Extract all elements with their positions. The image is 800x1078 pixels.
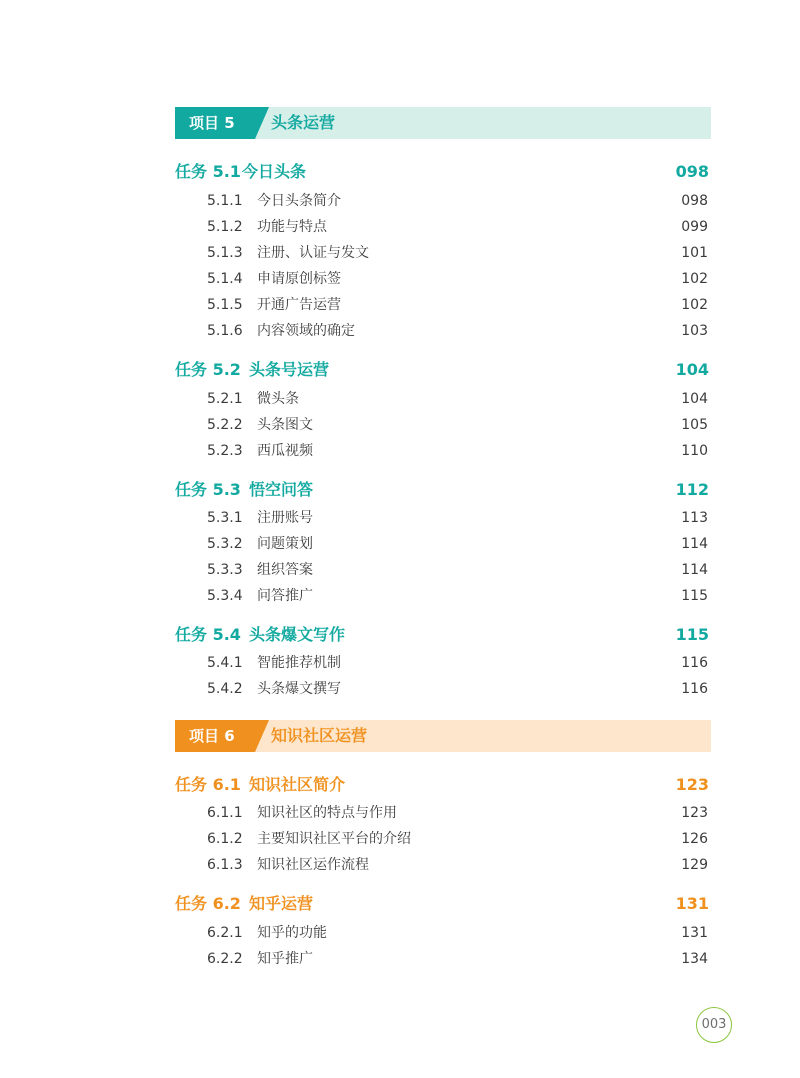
task-6-1-heading[interactable] <box>175 773 711 797</box>
item-page: 110 <box>681 443 708 459</box>
item-title: 功能与特点 <box>257 219 327 235</box>
project-5-title: 头条运营 <box>271 113 336 132</box>
item-page: 129 <box>681 857 708 873</box>
toc-item-5-1-5[interactable] <box>207 294 711 316</box>
item-title: 问答推广 <box>257 588 313 604</box>
item-number: 5.4.1 <box>207 655 243 671</box>
task-title: 头条爆文写作 <box>249 625 346 644</box>
toc-item-6-1-2[interactable] <box>207 828 711 850</box>
item-title: 知识社区的特点与作用 <box>257 805 397 821</box>
task-5-2-heading[interactable] <box>175 358 711 382</box>
item-number: 5.3.3 <box>207 562 243 578</box>
task-page: 115 <box>675 625 709 644</box>
item-page: 116 <box>681 655 708 671</box>
item-title: 申请原创标签 <box>257 271 341 287</box>
task-page: 131 <box>675 894 709 913</box>
item-page: 098 <box>681 193 708 209</box>
item-number: 5.1.6 <box>207 323 243 339</box>
item-page: 102 <box>681 297 708 313</box>
task-title: 知乎运营 <box>249 894 314 913</box>
item-title: 今日头条简介 <box>257 193 341 209</box>
task-number: 任务 5.2 <box>175 360 241 379</box>
item-page: 105 <box>681 417 708 433</box>
item-page: 114 <box>681 536 708 552</box>
task-page: 123 <box>675 775 709 794</box>
item-number: 5.3.2 <box>207 536 243 552</box>
item-number: 6.1.2 <box>207 831 243 847</box>
task-title: 悟空问答 <box>249 480 314 499</box>
task-5-1-heading[interactable] <box>175 160 711 184</box>
item-number: 5.1.1 <box>207 193 243 209</box>
item-page: 104 <box>681 391 708 407</box>
toc-item-6-1-1[interactable] <box>207 802 711 824</box>
item-page: 126 <box>681 831 708 847</box>
item-page: 115 <box>681 588 708 604</box>
task-5-4-heading[interactable] <box>175 623 711 647</box>
item-page: 134 <box>681 951 708 967</box>
item-number: 5.2.3 <box>207 443 243 459</box>
item-title: 主要知识社区平台的介绍 <box>257 831 411 847</box>
item-number: 6.2.1 <box>207 925 243 941</box>
item-title: 知乎的功能 <box>257 925 327 941</box>
item-title: 注册账号 <box>257 510 313 526</box>
toc-item-6-2-2[interactable] <box>207 948 711 970</box>
project-6-tag: 项目 6 <box>189 727 235 745</box>
item-title: 知识社区运作流程 <box>257 857 369 873</box>
task-6-2-heading[interactable] <box>175 892 711 916</box>
task-number: 任务 5.4 <box>175 625 241 644</box>
item-number: 5.1.2 <box>207 219 243 235</box>
toc-item-5-1-6[interactable] <box>207 320 711 342</box>
item-title: 组织答案 <box>257 562 313 578</box>
toc-item-5-4-1[interactable] <box>207 652 711 674</box>
item-number: 5.3.1 <box>207 510 243 526</box>
toc-item-5-1-2[interactable] <box>207 216 711 238</box>
item-number: 5.3.4 <box>207 588 243 604</box>
item-title: 头条爆文撰写 <box>257 681 341 697</box>
task-5-3-heading[interactable] <box>175 478 711 502</box>
item-title: 注册、认证与发文 <box>257 245 369 261</box>
toc-item-6-1-3[interactable] <box>207 854 711 876</box>
page-number-badge: 003 <box>696 1007 732 1043</box>
task-title: 今日头条 <box>242 162 307 181</box>
item-number: 5.1.4 <box>207 271 243 287</box>
toc-item-5-3-2[interactable] <box>207 533 711 555</box>
task-title: 头条号运营 <box>249 360 330 379</box>
item-title: 内容领域的确定 <box>257 323 355 339</box>
task-number: 任务 6.2 <box>175 894 241 913</box>
task-title: 知识社区简介 <box>249 775 346 794</box>
toc-item-6-2-1[interactable] <box>207 922 711 944</box>
project-5-tag: 项目 5 <box>189 114 235 132</box>
item-number: 6.1.1 <box>207 805 243 821</box>
item-number: 5.2.2 <box>207 417 243 433</box>
item-number: 5.2.1 <box>207 391 243 407</box>
toc-item-5-1-3[interactable] <box>207 242 711 264</box>
item-page: 099 <box>681 219 708 235</box>
item-page: 101 <box>681 245 708 261</box>
toc-item-5-1-1[interactable] <box>207 190 711 212</box>
item-page: 113 <box>681 510 708 526</box>
item-page: 116 <box>681 681 708 697</box>
item-title: 微头条 <box>257 391 299 407</box>
task-page: 104 <box>675 360 709 379</box>
item-title: 知乎推广 <box>257 951 313 967</box>
toc-item-5-2-2[interactable] <box>207 414 711 436</box>
item-number: 6.2.2 <box>207 951 243 967</box>
item-page: 102 <box>681 271 708 287</box>
item-page: 103 <box>681 323 708 339</box>
task-number: 任务 5.3 <box>175 480 241 499</box>
task-page: 112 <box>675 480 709 499</box>
task-number: 任务 6.1 <box>175 775 241 794</box>
project-6-title: 知识社区运营 <box>271 726 368 745</box>
toc-item-5-2-1[interactable] <box>207 388 711 410</box>
item-number: 5.4.2 <box>207 681 243 697</box>
toc-item-5-4-2[interactable] <box>207 678 711 700</box>
item-number: 5.1.3 <box>207 245 243 261</box>
item-title: 智能推荐机制 <box>257 655 341 671</box>
item-title: 开通广告运营 <box>257 297 341 313</box>
item-page: 131 <box>681 925 708 941</box>
toc-item-5-3-3[interactable] <box>207 559 711 581</box>
toc-item-5-1-4[interactable] <box>207 268 711 290</box>
toc-item-5-2-3[interactable] <box>207 440 711 462</box>
project-6-banner <box>175 720 711 752</box>
item-number: 6.1.3 <box>207 857 243 873</box>
item-page: 114 <box>681 562 708 578</box>
toc-item-5-3-1[interactable] <box>207 507 711 529</box>
item-title: 头条图文 <box>257 417 313 433</box>
item-number: 5.1.5 <box>207 297 243 313</box>
item-page: 123 <box>681 805 708 821</box>
toc-item-5-3-4[interactable] <box>207 585 711 607</box>
item-title: 问题策划 <box>257 536 313 552</box>
task-number: 任务 5.1 <box>175 162 241 181</box>
task-page: 098 <box>675 162 709 181</box>
project-5-banner <box>175 107 711 139</box>
item-title: 西瓜视频 <box>257 443 313 459</box>
